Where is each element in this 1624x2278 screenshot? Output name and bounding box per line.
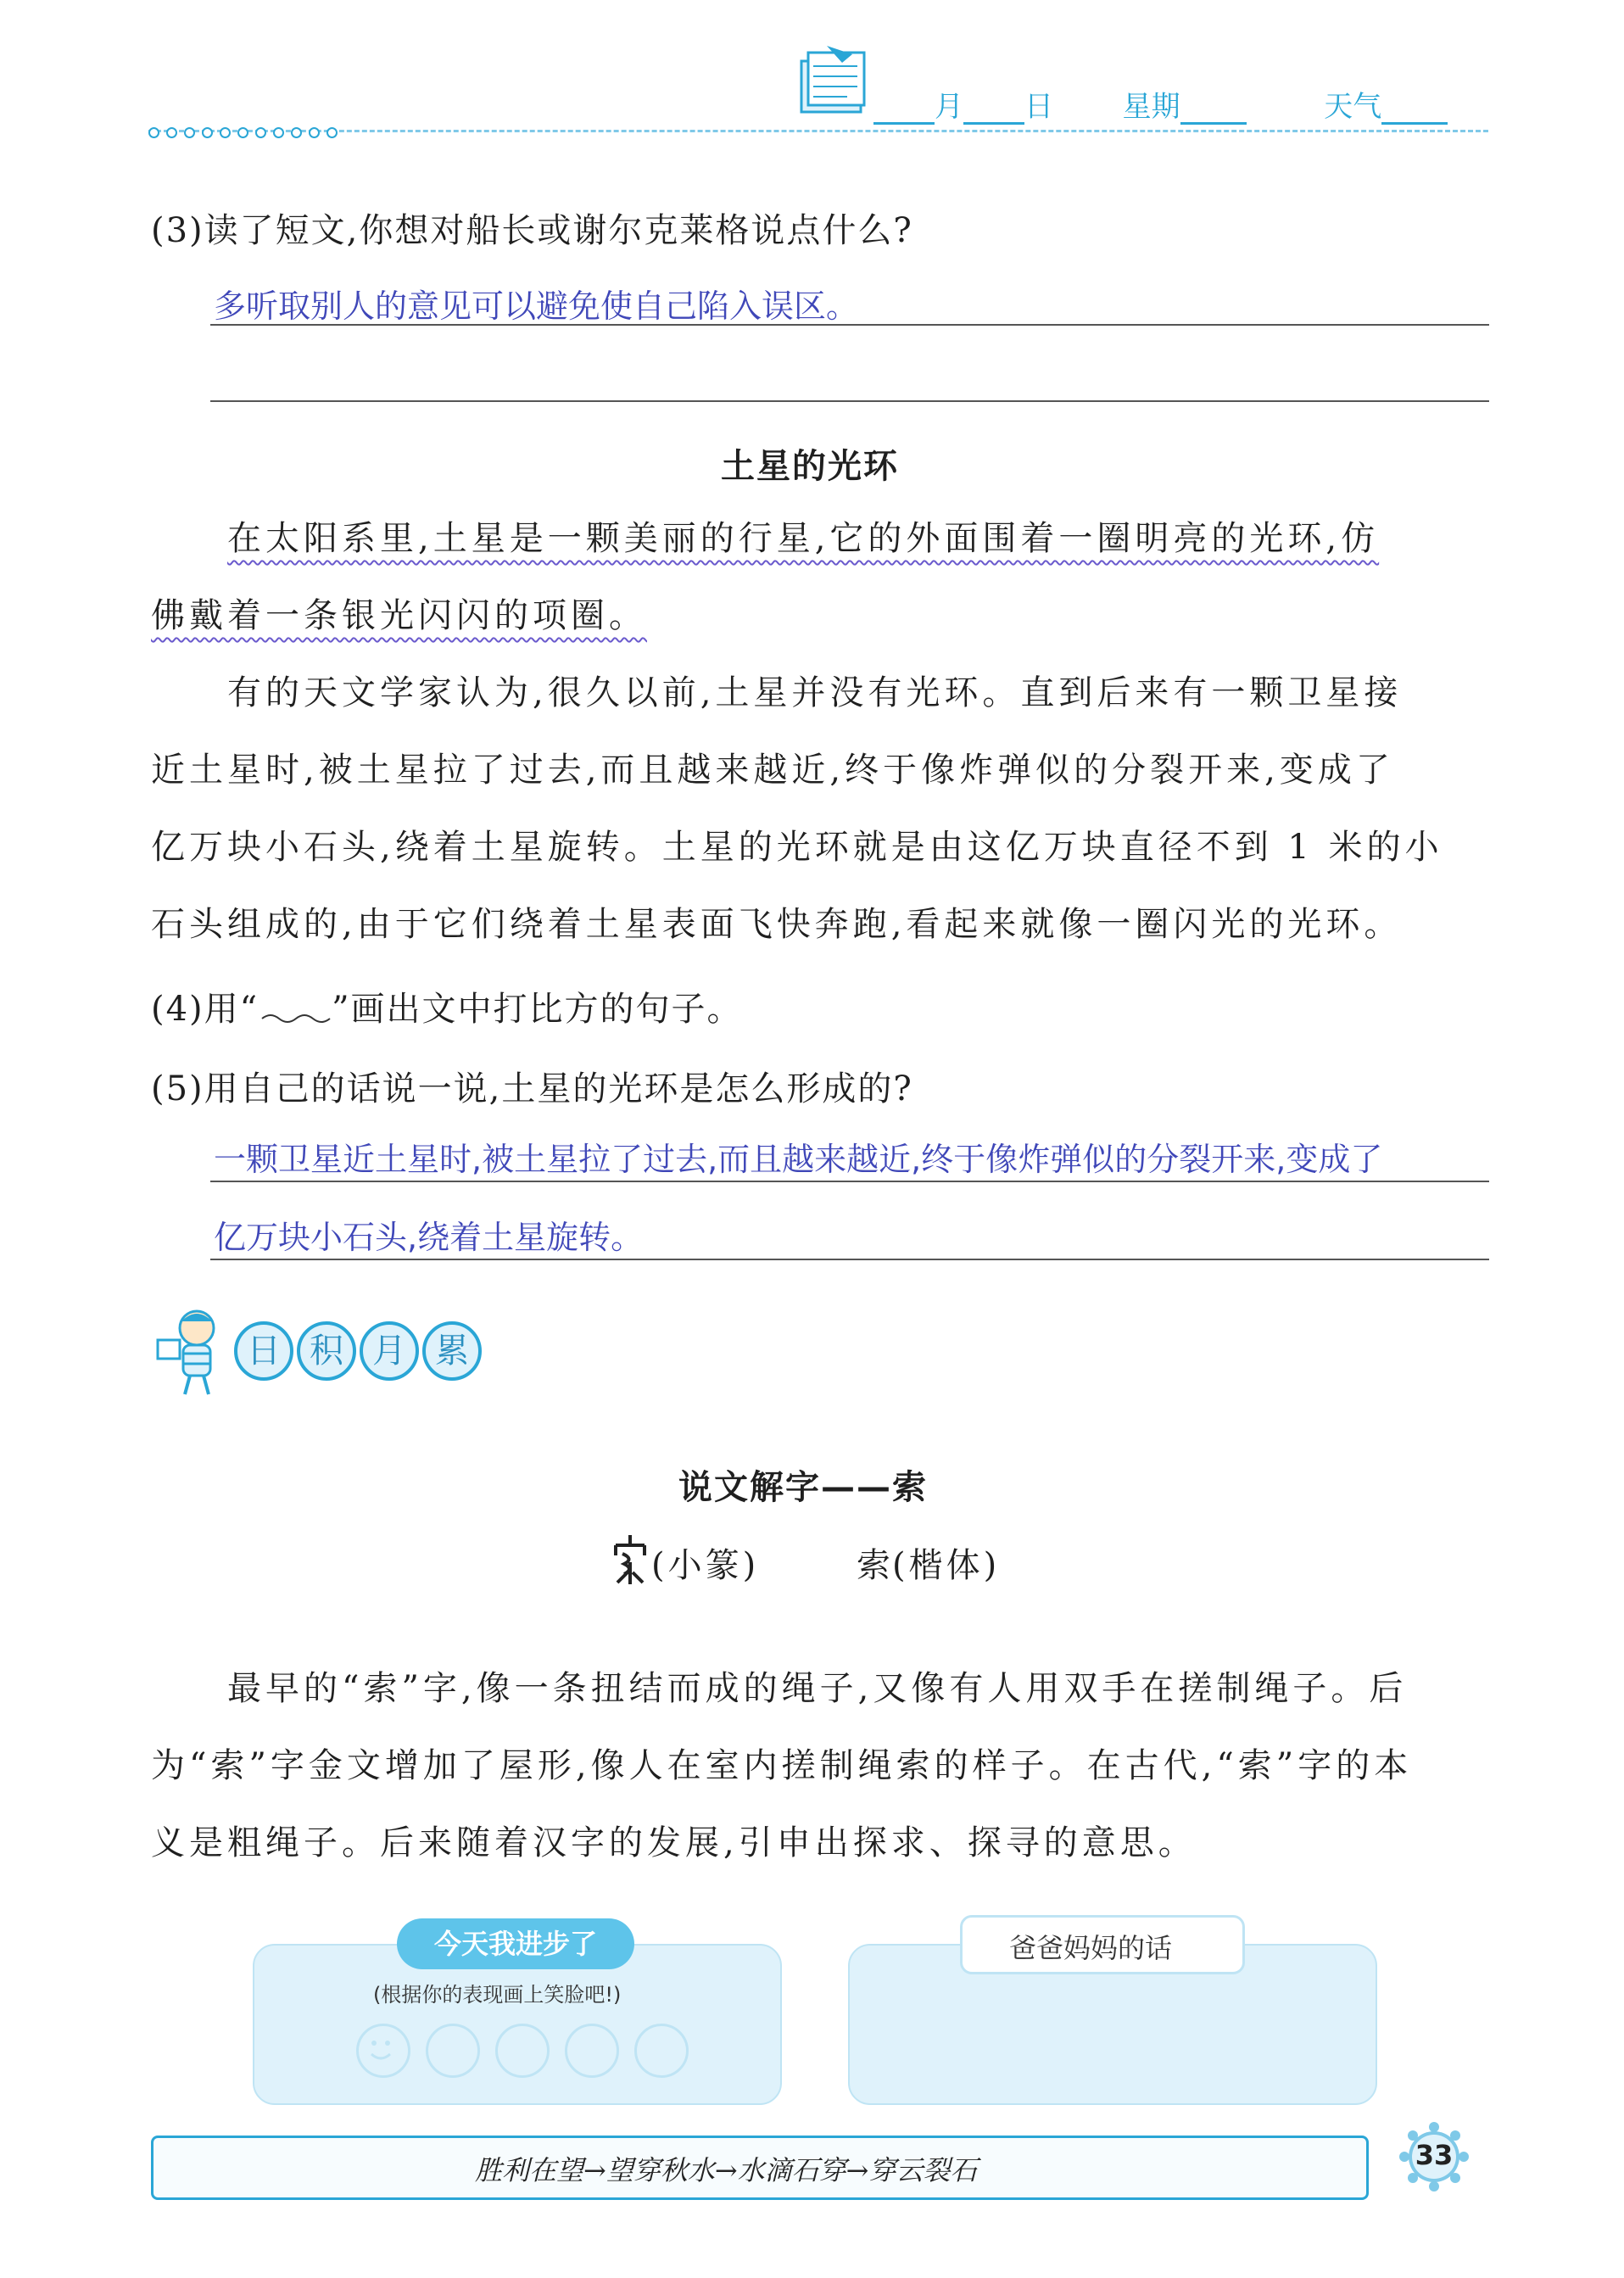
question-4 — [151, 982, 743, 1030]
shuowen-title: 说文解字——索 — [678, 1468, 928, 1507]
smiley-row — [356, 2024, 704, 2081]
badge-char: 月 — [360, 1321, 419, 1381]
answer-line — [210, 1181, 1489, 1182]
day-label: 日 — [1024, 90, 1053, 124]
shuowen-paragraph — [151, 1650, 1508, 1882]
seal-script-glyph — [609, 1533, 651, 1588]
seal-label: (小篆) — [651, 1546, 760, 1585]
idiom-chain: 胜利在望→望穿秋水→水滴石穿→穿云裂石 — [475, 2154, 978, 2186]
weather-blank[interactable] — [1381, 97, 1448, 125]
question-4-suffix: ”画出文中打比方的句子。 — [332, 990, 743, 1029]
answer-line — [210, 400, 1489, 402]
question-4-prefix: (4)用“ — [151, 990, 260, 1029]
day-blank[interactable] — [963, 97, 1024, 125]
parent-title: 爸爸妈妈的话 — [1009, 1932, 1173, 1964]
answer-5-line-2: 亿万块小石头,绕着土星旋转。 — [214, 1219, 644, 1256]
empty-face-circle[interactable] — [426, 2024, 480, 2078]
header-divider — [148, 130, 1488, 139]
passage-paragraph-2 — [151, 655, 1508, 963]
answer-line — [210, 324, 1489, 326]
question-3: (3)读了短文,你想对船长或谢尔克莱格说点什么? — [151, 211, 913, 250]
weekday-label: 星期 — [1122, 90, 1180, 124]
badge-char: 日 — [234, 1321, 293, 1381]
page-number: 33 — [1415, 2139, 1454, 2171]
progress-subtitle: (根据你的表现画上笑脸吧!) — [373, 1983, 622, 2007]
header-dots — [148, 126, 344, 136]
answer-line — [210, 1259, 1489, 1260]
badge-char: 积 — [297, 1321, 356, 1381]
month-label: 月 — [935, 90, 963, 124]
question-5: (5)用自己的话说一说,土星的光环是怎么形成的? — [151, 1069, 913, 1108]
shuowen-line: 义是粗绳子。后来随着汉字的发展,引申出探求、探寻的意思。 — [151, 1823, 1197, 1862]
smiley-face-circle[interactable] — [356, 2024, 410, 2078]
wavy-line-icon — [259, 993, 332, 1019]
passage-line: 有的天文学家认为,很久以前,土星并没有光环。直到后来有一颗卫星接 — [227, 673, 1403, 712]
answer-3: 多听取别人的意见可以避免使自己陷入误区。 — [214, 288, 859, 325]
passage-line: 近土星时,被土星拉了过去,而且越来越近,终于像炸弹似的分裂开来,变成了 — [151, 751, 1394, 790]
empty-face-circle[interactable] — [634, 2024, 689, 2078]
answer-5-line-1: 一颗卫星近土星时,被土星拉了过去,而且越来越近,终于像炸弹似的分裂开来,变成了 — [214, 1141, 1383, 1178]
progress-title: 今天我进步了 — [397, 1918, 634, 1969]
month-blank[interactable] — [873, 97, 935, 125]
kai-char: 索 — [857, 1546, 892, 1585]
passage-line: 亿万块小石头,绕着土星旋转。土星的光环就是由这亿万块直径不到 1 米的小 — [151, 828, 1443, 867]
weather-label: 天气 — [1324, 90, 1382, 124]
metaphor-sentence: 在太阳系里,土星是一颗美丽的行星,它的外面围着一圈明亮的光环,仿 — [227, 519, 1380, 558]
passage-title: 土星的光环 — [721, 447, 899, 486]
passage-line: 石头组成的,由于它们绕着土星表面飞快奔跑,看起来就像一圈闪光的光环。 — [151, 905, 1403, 944]
reading-kid-icon — [149, 1306, 234, 1399]
empty-face-circle[interactable] — [495, 2024, 550, 2078]
notebook-icon — [793, 42, 871, 117]
date-line — [873, 83, 1448, 125]
shuowen-line: 最早的“索”字,像一条扭结而成的绳子,又像有人用双手在搓制绳子。后 — [227, 1669, 1408, 1708]
section-badge — [234, 1321, 485, 1381]
metaphor-sentence-cont: 佛戴着一条银光闪闪的项圈。 — [151, 596, 647, 635]
passage-paragraph-1 — [151, 500, 1508, 655]
kai-label: (楷体) — [892, 1546, 1001, 1585]
weekday-blank[interactable] — [1180, 97, 1247, 125]
badge-char: 累 — [422, 1321, 482, 1381]
shuowen-line: 为“索”字金文增加了屋形,像人在室内搓制绳索的样子。在古代,“索”字的本 — [151, 1746, 1413, 1785]
empty-face-circle[interactable] — [565, 2024, 619, 2078]
